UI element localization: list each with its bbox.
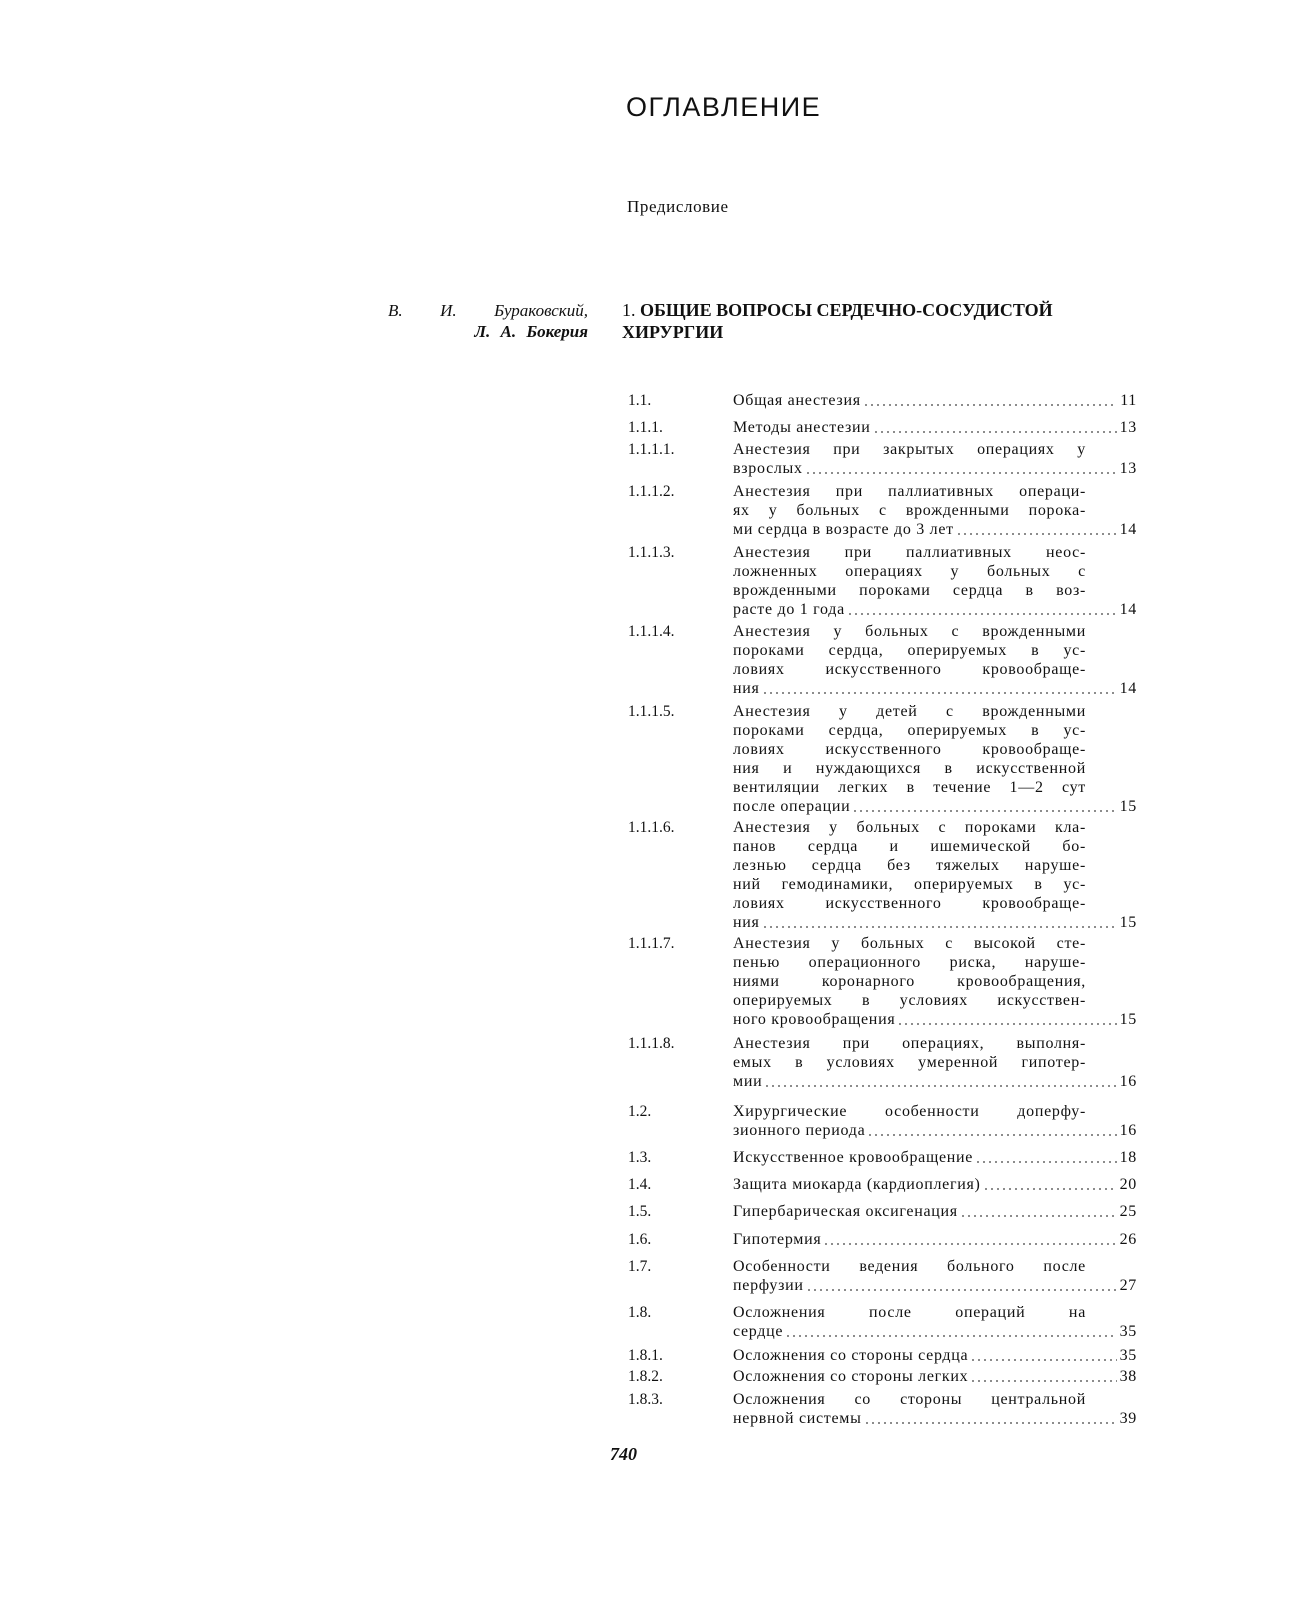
toc-entry-title-line: Осложнения со стороны сердца [733, 1347, 969, 1364]
dot-leader [970, 1359, 1117, 1361]
dot-leader [863, 404, 1117, 406]
toc-entry-title-line: сердце [733, 1323, 784, 1340]
toc-entry-title-line: Анестезия при паллиативных неос- [733, 544, 1086, 561]
toc-entry-number: 1.6. [628, 1231, 652, 1248]
chapter-heading[interactable] [622, 299, 1088, 343]
dot-leader [970, 1380, 1117, 1382]
toc-entry-title-line: мии [733, 1073, 763, 1090]
toc-entry-number: 1.5. [628, 1203, 652, 1220]
page-number: 740 [610, 1444, 637, 1464]
toc-entry-page: 15 [1119, 798, 1137, 815]
dot-leader [960, 1215, 1117, 1217]
dot-leader [823, 1243, 1117, 1245]
toc-entry-title-line: Общая анестезия [733, 392, 861, 409]
preface-link[interactable]: Предисловие [627, 197, 729, 216]
toc-entry-title-line: пенью операционного риска, наруше- [733, 954, 1086, 971]
toc-entry-title-line: ях у больных с врожденными порока- [733, 502, 1086, 519]
dot-leader [852, 810, 1117, 812]
dot-leader [867, 1134, 1117, 1136]
toc-entry-title-line: расте до 1 года [733, 601, 845, 618]
author-line-2: Л. А. Бокерия [474, 322, 588, 341]
toc-entry-title-line: Анестезия при паллиативных операци- [733, 483, 1086, 500]
toc-entry-title-line: ложненных операциях у больных с [733, 563, 1086, 580]
dot-leader [847, 613, 1117, 615]
toc-entry-number: 1.1.1. [628, 419, 663, 436]
toc-entry-title-line: пороками сердца, оперируемых в ус- [733, 722, 1086, 739]
toc-entry-number: 1.8. [628, 1304, 652, 1321]
toc-entry-number: 1.4. [628, 1176, 652, 1193]
chapter-number: 1. [622, 300, 636, 320]
toc-entry-title-line: ния и нуждающихся в искусственной [733, 760, 1086, 777]
toc-entry-title-line: ловиях искусственного кровообраще- [733, 741, 1086, 758]
toc-entry-number: 1.8.3. [628, 1391, 663, 1408]
toc-entry-title-line: Искусственное кровообращение [733, 1149, 974, 1166]
toc-entry-title-line: ниями коронарного кровообращения, [733, 973, 1086, 990]
toc-entry-title-line: Гипербарическая оксигенация [733, 1203, 958, 1220]
dot-leader [762, 692, 1117, 694]
author-line-1: В. И. Бураковский, [388, 301, 588, 320]
toc-entry-number: 1.1.1.4. [628, 623, 675, 640]
toc-entry-title-line: Анестезия при операциях, выполня- [733, 1035, 1086, 1052]
dot-leader [864, 1422, 1117, 1424]
toc-entry-title-line: зионного периода [733, 1122, 866, 1139]
toc-entry-page: 15 [1119, 1011, 1137, 1028]
toc-entry-page: 25 [1119, 1203, 1137, 1220]
toc-entry-number: 1.3. [628, 1149, 652, 1166]
toc-entry-page: 14 [1119, 601, 1137, 618]
toc-entry-title-line: после операции [733, 798, 851, 815]
toc-entry-title-line: панов сердца и ишемической бо- [733, 838, 1086, 855]
toc-entry-number: 1.1.1.3. [628, 544, 675, 561]
dot-leader [956, 533, 1117, 535]
toc-entry-title-line: Особенности ведения больного после [733, 1258, 1086, 1275]
toc-entry-number: 1.1.1.5. [628, 703, 675, 720]
dot-leader [897, 1023, 1117, 1025]
toc-entry-number: 1.1.1.6. [628, 819, 675, 836]
toc-entry-title-line: Осложнения со стороны центральной [733, 1391, 1086, 1408]
toc-entry-title-line: Анестезия у детей с врожденными [733, 703, 1086, 720]
toc-entry-page: 27 [1119, 1277, 1137, 1294]
toc-entry-number: 1.1.1.2. [628, 483, 675, 500]
toc-entry-page: 15 [1119, 914, 1137, 931]
toc-entry-number: 1.7. [628, 1258, 652, 1275]
toc-entry-page: 14 [1119, 680, 1137, 697]
toc-entry-page: 14 [1119, 521, 1137, 538]
toc-entry-number: 1.1.1.1. [628, 441, 675, 458]
toc-entry-title-line: Защита миокарда (кардиоплегия) [733, 1176, 981, 1193]
toc-entry-title-line: взрослых [733, 460, 803, 477]
toc-entry-page: 18 [1119, 1149, 1137, 1166]
toc-entry-title-line: перфузии [733, 1277, 804, 1294]
toc-entry-title-line: нервной системы [733, 1410, 862, 1427]
toc-entry-title-line: емых в условиях умеренной гипотер- [733, 1054, 1086, 1071]
toc-entry-title-line: Анестезия при закрытых операциях у [733, 441, 1086, 458]
toc-entry-page: 16 [1119, 1073, 1137, 1090]
dot-leader [873, 431, 1117, 433]
toc-entry-page: 35 [1119, 1347, 1137, 1364]
toc-entry-page: 13 [1119, 419, 1137, 436]
toc-entry-title-line: Хирургические особенности доперфу- [733, 1103, 1086, 1120]
dot-leader [785, 1335, 1117, 1337]
toc-entry-title-line: ния [733, 680, 760, 697]
toc-entry-title-line: лезнью сердца без тяжелых наруше- [733, 857, 1086, 874]
dot-leader [983, 1188, 1117, 1190]
toc-entry-page: 13 [1119, 460, 1137, 477]
toc-entry-title-line: вентиляции легких в течение 1—2 сут [733, 779, 1086, 796]
toc-entry-number: 1.1. [628, 392, 652, 409]
toc-entry-title-line: врожденными пороками сердца в воз- [733, 582, 1086, 599]
toc-entry-title-line: ний гемодинамики, оперируемых в ус- [733, 876, 1086, 893]
dot-leader [764, 1085, 1117, 1087]
toc-entry-title-line: ловиях искусственного кровообраще- [733, 661, 1086, 678]
toc-entry-page: 38 [1119, 1368, 1137, 1385]
toc-entry-title-line: Анестезия у больных с врожденными [733, 623, 1086, 640]
dot-leader [805, 472, 1117, 474]
toc-entry-page: 16 [1119, 1122, 1137, 1139]
page-title: ОГЛАВЛЕНИЕ [626, 92, 822, 122]
dot-leader [806, 1289, 1117, 1291]
toc-entry-number: 1.8.2. [628, 1368, 663, 1385]
toc-entry-page: 11 [1120, 392, 1137, 409]
toc-entry-title-line: Осложнения после операций на [733, 1304, 1086, 1321]
toc-entry-number: 1.1.1.8. [628, 1035, 675, 1052]
dot-leader [762, 926, 1117, 928]
toc-entry-title-line: Анестезия у больных с пороками кла- [733, 819, 1086, 836]
toc-entry-page: 26 [1119, 1231, 1137, 1248]
chapter-authors [388, 300, 588, 342]
toc-entry-title-line: Осложнения со стороны легких [733, 1368, 969, 1385]
toc-entry-title-line: Гипотермия [733, 1231, 822, 1248]
toc-entry-number: 1.2. [628, 1103, 652, 1120]
toc-entry-title-line: ми сердца в возрасте до 3 лет [733, 521, 954, 538]
toc-entry-page: 35 [1119, 1323, 1137, 1340]
toc-entry-title-line: Методы анестезии [733, 419, 871, 436]
toc-entry-title-line: ловиях искусственного кровообраще- [733, 895, 1086, 912]
toc-entry-page: 39 [1119, 1410, 1137, 1427]
toc-entry-number: 1.1.1.7. [628, 935, 675, 952]
toc-entry-number: 1.8.1. [628, 1347, 663, 1364]
toc-entry-title-line: Анестезия у больных с высокой сте- [733, 935, 1086, 952]
toc-entry-title-line: ния [733, 914, 760, 931]
toc-entry-page: 20 [1119, 1176, 1137, 1193]
toc-entry-title-line: оперируемых в условиях искусствен- [733, 992, 1086, 1009]
toc-entry-title-line: ного кровообращения [733, 1011, 896, 1028]
dot-leader [975, 1161, 1117, 1163]
toc-entry-title-line: пороками сердца, оперируемых в ус- [733, 642, 1086, 659]
chapter-title: ОБЩИЕ ВОПРОСЫ СЕРДЕЧНО-СОСУДИСТОЙ ХИРУРГИИ [622, 300, 1053, 342]
